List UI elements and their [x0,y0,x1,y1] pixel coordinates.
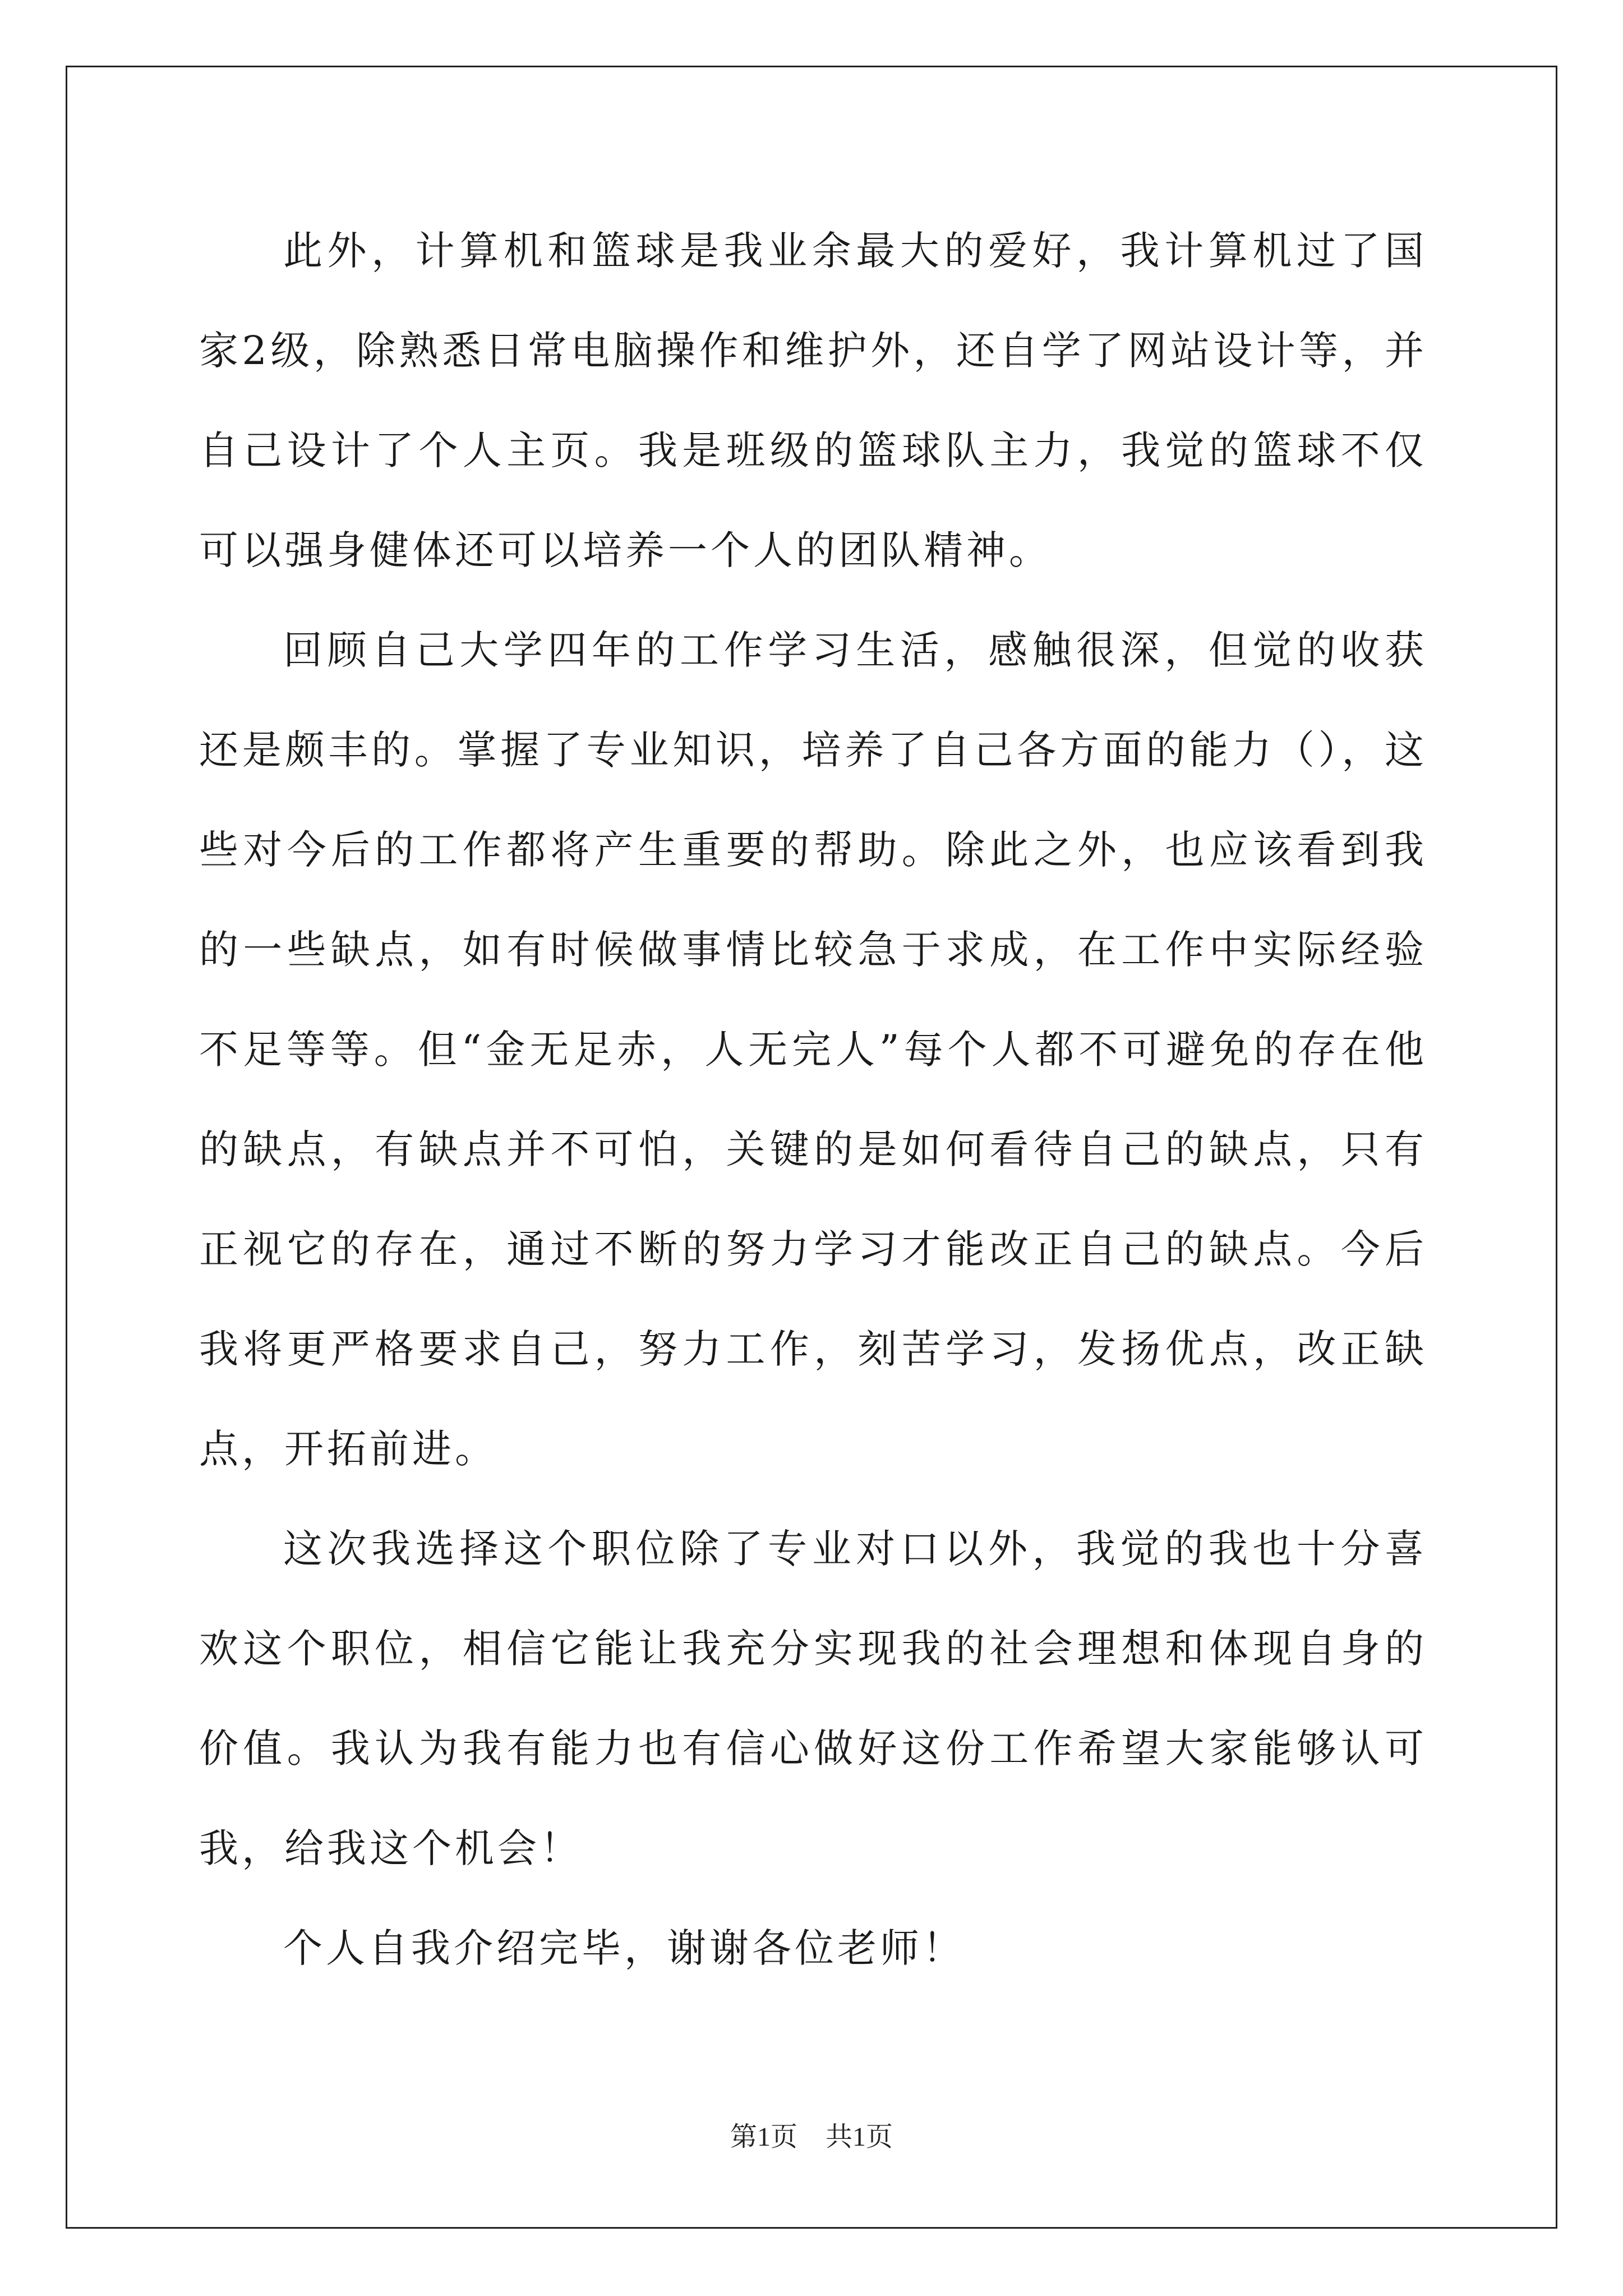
page-number: 第1页 [730,2122,797,2152]
page-total: 共1页 [826,2122,893,2152]
paragraph-hobbies: 此外，计算机和篮球是我业余最大的爱好，我计算机过了国家2级，除熟悉日常电脑操作和维护外，还自学了网站设计等，并自己设计了个人主页。我是班级的篮球队主力，我觉的篮球不仅可以强身健体还可以培养一个人的团队精神。 [199,228,1427,573]
paragraph-reflection: 回顾自己大学四年的工作学习生活，感触很深，但觉的收获还是颇丰的。掌握了专业知识，培养了自己各方面的能力（），这些对今后的工作都将产生重要的帮助。除此之外，也应该看到我的一些缺点，如有时候做事情比较急于求成，在工作中实际经验不足等等。但“金无足赤，人无完人”每个人都不可避免的存在他的缺点，有缺点并不可怕，关键的是如何看待自己的缺点，只有正视它的存在，通过不断的努力学习才能改正自己的缺点。今后我将更严格要求自己，努力工作，刻苦学习，发扬优点，改正缺点，开拓前进。 [199,627,1427,1472]
document-body [199,201,1427,1998]
paragraph-position: 这次我选择这个职位除了专业对口以外，我觉的我也十分喜欢这个职位，相信它能让我充分实现我的社会理想和体现自身的价值。我认为我有能力也有信心做好这份工作希望大家能够认可我，给我这个机会！ [199,1526,1427,1871]
page-footer [0,2115,1623,2154]
paragraph-closing: 个人自我介绍完毕，谢谢各位老师！ [283,1925,965,1971]
